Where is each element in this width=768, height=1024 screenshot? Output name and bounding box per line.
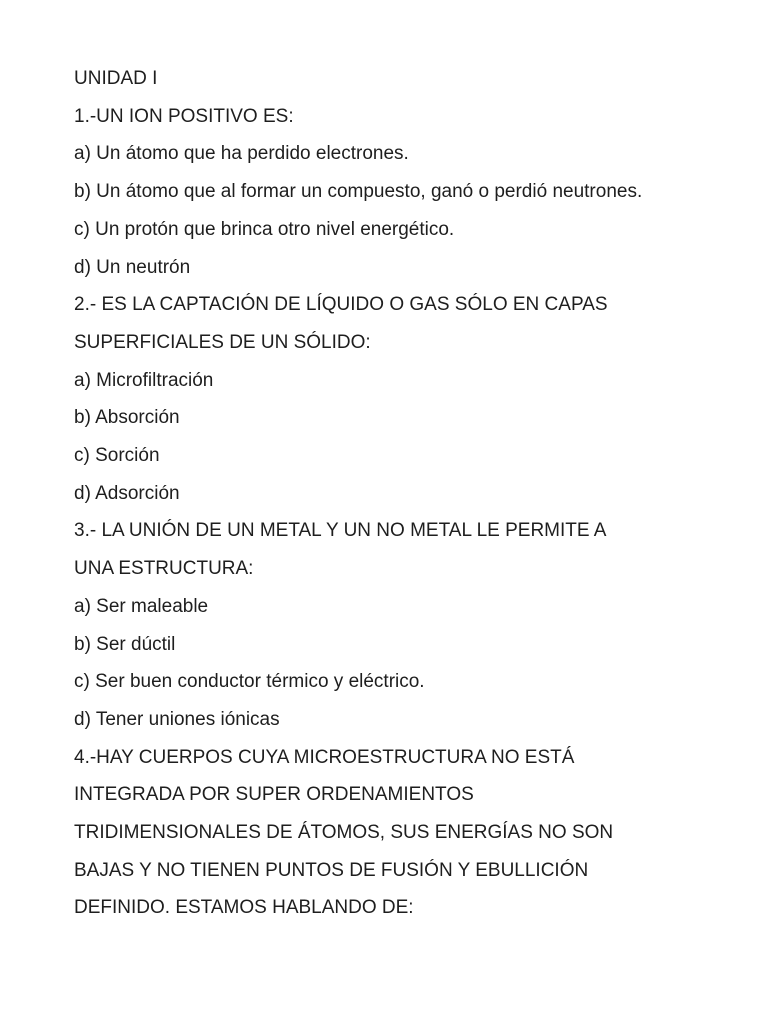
question-2-option-b: b) Absorción bbox=[74, 407, 180, 429]
question-3-option-a: a) Ser maleable bbox=[74, 595, 209, 617]
question-2-text-line-2: SUPERFICIALES DE UN SÓLIDO: bbox=[74, 331, 371, 353]
question-2-option-c: c) Sorción bbox=[74, 445, 160, 467]
question-1-option-c: c) Un protón que brinca otro nivel energético. bbox=[74, 218, 455, 240]
question-4-text-line-5: DEFINIDO. ESTAMOS HABLANDO DE: bbox=[74, 897, 414, 919]
question-2-text-line-1: 2.- ES LA CAPTACIÓN DE LÍQUIDO O GAS SÓLO EN CAPAS bbox=[74, 294, 608, 316]
unit-heading: UNIDAD I bbox=[74, 68, 158, 89]
question-2-option-a: a) Microfiltración bbox=[74, 369, 214, 391]
question-1-option-d: d) Un neutrón bbox=[74, 256, 191, 278]
question-4-text-line-3: TRIDIMENSIONALES DE ÁTOMOS, SUS ENERGÍAS NO SON bbox=[74, 822, 614, 844]
question-3-option-d: d) Tener uniones iónicas bbox=[74, 708, 280, 730]
question-3-text-line-1: 3.- LA UNIÓN DE UN METAL Y UN NO METAL LE PERMITE A bbox=[74, 520, 607, 542]
document-content bbox=[74, 60, 734, 927]
question-4-text-line-4: BAJAS Y NO TIENEN PUNTOS DE FUSIÓN Y EBULLICIÓN bbox=[74, 859, 589, 881]
question-2-option-d: d) Adsorción bbox=[74, 482, 180, 504]
question-4-text-line-2: INTEGRADA POR SUPER ORDENAMIENTOS bbox=[74, 784, 474, 806]
question-3-option-b: b) Ser dúctil bbox=[74, 633, 176, 655]
question-1-option-a: a) Un átomo que ha perdido electrones. bbox=[74, 143, 409, 165]
question-3-text-line-2: UNA ESTRUCTURA: bbox=[74, 558, 254, 580]
question-1-text: 1.-UN ION POSITIVO ES: bbox=[74, 105, 294, 127]
question-3-option-c: c) Ser buen conductor térmico y eléctrico. bbox=[74, 671, 425, 693]
question-1-option-b: b) Un átomo que al formar un compuesto, ganó o perdió neutrones. bbox=[74, 181, 643, 203]
question-4-text-line-1: 4.-HAY CUERPOS CUYA MICROESTRUCTURA NO ESTÁ bbox=[74, 746, 575, 768]
